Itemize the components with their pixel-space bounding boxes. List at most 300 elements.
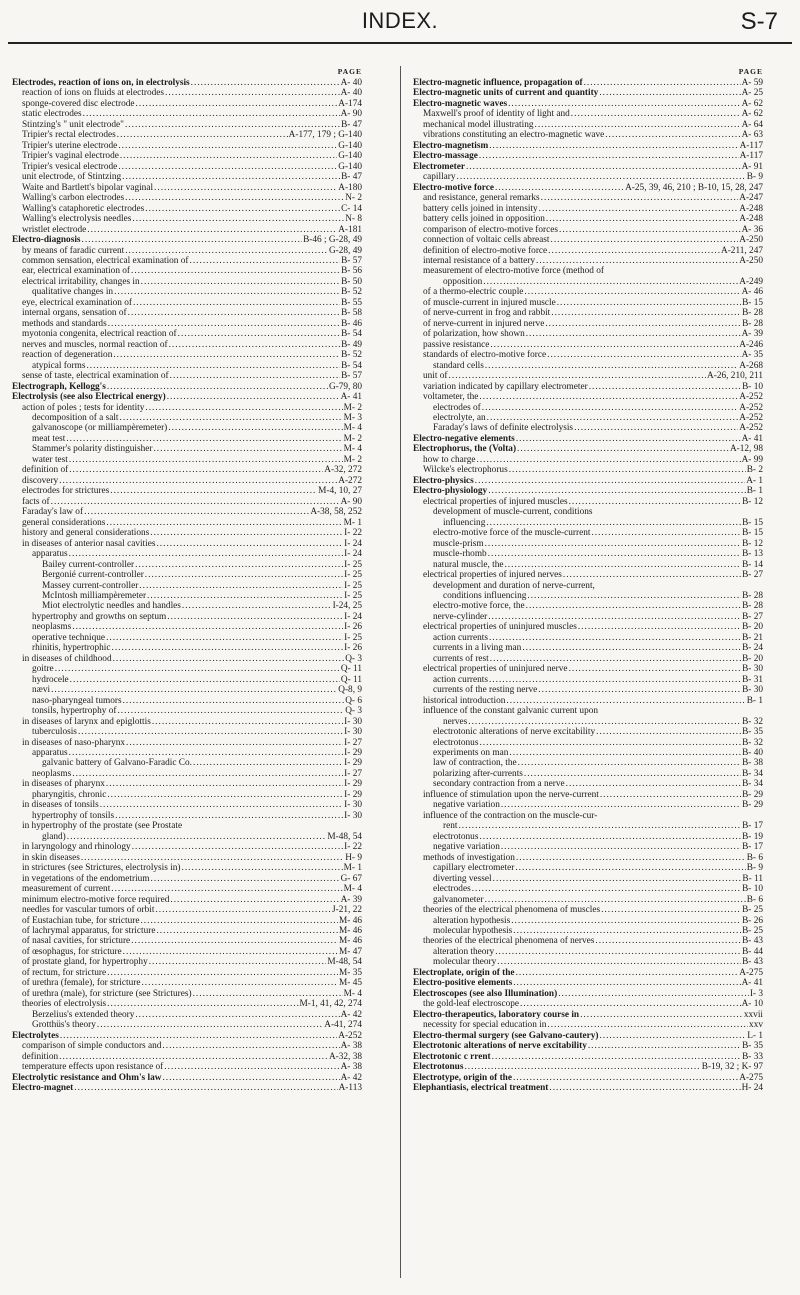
entry-term: in diseases of childhood <box>22 653 112 664</box>
entry-page-ref: B- 1 <box>746 695 763 706</box>
entry-page-ref: B- 30 <box>742 664 763 675</box>
entry-term: electro-motive force of the muscle-current <box>433 528 591 539</box>
index-entry <box>12 246 362 256</box>
entry-term: eye, electrical examination of <box>22 297 132 308</box>
entry-term: neoplasms <box>32 622 72 633</box>
index-entry <box>12 633 362 643</box>
index-entry <box>12 277 362 287</box>
index-entry <box>413 214 763 224</box>
entry-term: of Eustachian tube, for stricture <box>22 915 140 926</box>
dot-leader <box>178 329 340 339</box>
index-entry <box>12 518 362 528</box>
dot-leader <box>472 884 741 894</box>
dot-leader <box>509 748 741 758</box>
dot-leader <box>546 214 738 224</box>
entry-term: electrotonus <box>433 831 479 842</box>
entry-term: hypertrophy of tonsils <box>32 810 115 821</box>
dot-leader <box>493 874 742 884</box>
entry-term: sense of taste, electrical examination of <box>22 371 169 382</box>
entry-page-ref: B- 34 <box>742 779 763 790</box>
entry-term: experiments on man <box>433 748 509 758</box>
entry-page-ref: G-28, 49 <box>328 245 362 256</box>
dot-leader <box>69 465 323 475</box>
index-entry <box>413 643 763 653</box>
entry-term: of muscle-current in injured muscle <box>423 297 556 308</box>
entry-term: Electro-physics <box>413 475 474 486</box>
entry-term: definition of electro-motive force <box>423 245 548 256</box>
entry-page-ref: M-48, 54 <box>327 831 362 842</box>
dot-leader <box>108 319 340 329</box>
entry-page-ref: M-1, 41, 42, 274 <box>299 999 362 1010</box>
dot-leader <box>489 141 738 151</box>
entry-term: Massey current-controller <box>42 580 139 591</box>
entry-page-ref: B-46 ; G-28, 49 <box>303 235 362 246</box>
index-entry <box>413 99 763 109</box>
dot-leader <box>190 256 341 266</box>
dot-leader <box>150 528 343 538</box>
dot-leader <box>599 1031 746 1041</box>
entry-term: voltameter, the <box>423 392 479 403</box>
entry-page-ref: I- 30 <box>344 727 362 738</box>
entry-term: molecular hypothesis <box>433 925 513 936</box>
entry-term: by means of faradic current <box>22 245 125 256</box>
entry-page-ref: H- 9 <box>345 852 362 863</box>
index-entry <box>12 821 362 831</box>
entry-page-ref: B- 10 <box>742 381 763 392</box>
dot-leader <box>482 403 738 413</box>
index-entry <box>12 455 362 465</box>
entry-term: development and duration of nerve-current, <box>433 580 595 591</box>
dot-leader <box>547 350 740 360</box>
dot-leader <box>74 1083 337 1093</box>
entry-page-ref: B- 34 <box>742 768 763 779</box>
index-entry <box>12 266 362 276</box>
entry-page-ref: A- 41 <box>741 978 763 989</box>
dot-leader <box>60 1031 337 1041</box>
index-entry <box>413 151 763 161</box>
dot-leader <box>492 1052 741 1062</box>
entry-term: galvanometer <box>433 894 484 905</box>
entry-page-ref: B- 12 <box>742 496 763 507</box>
index-entry <box>413 476 763 486</box>
entry-page-ref: B- 52 <box>341 350 362 361</box>
entry-term: of œsophagus, for stricture <box>22 946 122 957</box>
index-entry <box>12 256 362 266</box>
entry-page-ref: A- 90 <box>340 109 362 120</box>
index-entry <box>12 109 362 119</box>
entry-term: nerves <box>443 716 468 727</box>
entry-term: polarizing after-currents <box>433 768 523 779</box>
index-entry <box>413 821 763 831</box>
entry-term: minimum electro-motive force required <box>22 894 170 905</box>
index-entry <box>12 758 362 768</box>
entry-page-ref: I- 25 <box>344 632 362 643</box>
dot-leader <box>107 968 338 978</box>
entry-term: Electro-magnetic waves <box>413 98 508 109</box>
dot-leader <box>605 130 740 140</box>
entry-page-ref: B- 15 <box>742 297 763 308</box>
dot-leader <box>123 947 338 957</box>
index-entry <box>12 1020 362 1030</box>
dot-leader <box>547 1020 748 1030</box>
index-entry <box>413 130 763 140</box>
entry-page-ref: B- 55 <box>341 297 362 308</box>
index-entry <box>12 350 362 360</box>
dot-leader <box>466 162 741 172</box>
dot-leader <box>551 308 741 318</box>
entry-term: Electro-magnetism <box>413 140 489 151</box>
entry-term: electrical irritability, changes in <box>22 276 140 287</box>
entry-page-ref: B- 43 <box>742 936 763 947</box>
entry-term: Electro-magnetic units of current and quantity <box>413 88 599 99</box>
entry-term: and resistance, general remarks <box>423 193 540 204</box>
entry-page-ref: G-140 <box>338 161 362 172</box>
entry-page-ref: A-275 <box>739 967 763 978</box>
entry-page-ref: B- 17 <box>742 821 763 832</box>
dot-leader <box>182 601 332 611</box>
entry-page-ref: I- 29 <box>344 779 362 790</box>
dot-leader <box>118 162 337 172</box>
entry-page-ref: H- 24 <box>741 1083 763 1093</box>
entry-term: naso-pharyngeal tumors <box>32 695 122 706</box>
index-entry <box>12 1010 362 1020</box>
entry-term: McIntosh milliampèremeter <box>42 590 147 601</box>
dot-leader <box>110 486 317 496</box>
entry-term: needles for vascular tumors of orbit <box>22 905 155 916</box>
entry-page-ref: B- 28 <box>742 590 763 601</box>
dot-leader <box>145 403 342 413</box>
dot-leader <box>107 999 298 1009</box>
entry-term: natural muscle, the <box>433 559 504 570</box>
entry-page-ref: J-21, 22 <box>332 905 362 916</box>
index-entry <box>413 591 763 601</box>
dot-leader <box>588 1041 741 1051</box>
entry-page-ref: A- 25 <box>741 88 763 99</box>
dot-leader <box>133 298 340 308</box>
dot-leader <box>78 727 343 737</box>
index-entry <box>12 601 362 611</box>
entry-page-ref: G-79, 80 <box>328 381 362 392</box>
entry-page-ref: M- 35 <box>339 967 362 978</box>
index-entry <box>413 717 763 727</box>
index-entry <box>413 936 763 946</box>
dot-leader <box>504 560 741 570</box>
entry-term: Electrolytes <box>12 1030 59 1041</box>
dot-leader <box>106 633 343 643</box>
entry-term: currents of the resting nerve <box>433 685 538 696</box>
index-entry <box>12 748 362 758</box>
dot-leader <box>578 622 741 632</box>
entry-page-ref: M- 3 <box>343 413 362 423</box>
index-entry <box>413 413 763 423</box>
index-entry <box>413 497 763 507</box>
index-entry <box>12 591 362 601</box>
index-entry <box>12 1083 362 1093</box>
index-entry <box>413 895 763 905</box>
dot-leader <box>87 225 337 235</box>
dot-leader <box>485 539 741 549</box>
index-entry <box>413 319 763 329</box>
entry-page-ref: A- 62 <box>741 98 763 109</box>
index-entry <box>413 162 763 172</box>
dot-leader <box>468 717 741 727</box>
entry-page-ref: B- 57 <box>341 255 362 266</box>
dot-leader <box>107 790 343 800</box>
index-entry <box>413 622 763 632</box>
index-entry <box>413 863 763 873</box>
entry-page-ref: M- 4 <box>343 988 362 999</box>
dot-leader <box>72 622 343 632</box>
dot-leader <box>131 936 338 946</box>
entry-page-ref: A-246 <box>739 339 763 350</box>
entry-term: in laryngology and rhinology <box>22 842 131 853</box>
index-entry <box>12 99 362 109</box>
index-entry <box>12 916 362 926</box>
index-entry <box>413 978 763 988</box>
index-entry <box>413 235 763 245</box>
index-entry <box>413 298 763 308</box>
entry-page-ref: B- 54 <box>341 360 362 371</box>
index-entry <box>12 403 362 413</box>
dot-leader <box>506 696 745 706</box>
index-entry <box>413 382 763 392</box>
entry-page-ref: I- 22 <box>344 842 362 853</box>
entry-term: Electro-physiology <box>413 486 488 497</box>
entry-term: reaction of degeneration <box>22 350 113 361</box>
dot-leader <box>513 978 740 988</box>
index-entry <box>12 465 362 475</box>
entry-page-ref: I- 25 <box>344 559 362 570</box>
index-entry <box>413 905 763 915</box>
entry-page-ref: Q- 6 <box>345 695 362 706</box>
index-entry <box>12 497 362 507</box>
dot-leader <box>458 821 741 831</box>
entry-page-ref: A- 91 <box>741 161 763 172</box>
index-entry <box>413 1020 763 1030</box>
index-entry <box>12 570 362 580</box>
dot-leader <box>599 88 740 98</box>
dot-leader <box>132 214 344 224</box>
entry-term: Electro-magnet <box>12 1083 74 1093</box>
page-number: S-7 <box>740 8 778 35</box>
entry-term: galvanic battery of Galvano-Faradic Co. <box>42 758 192 769</box>
entry-page-ref: xxvii <box>743 1009 763 1020</box>
entry-page-ref: B- 26 <box>742 915 763 926</box>
entry-page-ref: xxv <box>749 1020 763 1031</box>
index-entry <box>12 120 362 130</box>
entry-term: negative variation <box>433 800 500 811</box>
entry-term: secondary contraction from a nerve <box>433 779 565 790</box>
entry-page-ref: M-4, 10, 27 <box>318 486 362 497</box>
entry-page-ref: M- 2 <box>343 433 362 444</box>
dot-leader <box>548 246 720 256</box>
dot-leader <box>145 570 343 580</box>
entry-term: reaction of ions on fluids at electrodes <box>22 88 164 99</box>
dot-leader <box>539 204 739 214</box>
entry-term: neoplasms <box>32 768 72 779</box>
dot-leader <box>580 1010 743 1020</box>
entry-page-ref: Q- 3 <box>345 653 362 664</box>
entry-term: battery cells joined in opposition <box>423 214 545 225</box>
entry-page-ref: A-249 <box>739 276 763 287</box>
index-entry <box>12 696 362 706</box>
dot-leader <box>84 507 309 517</box>
index-entry <box>413 88 763 98</box>
entry-term: electrolyte, an <box>433 413 486 423</box>
entry-term: meat test <box>32 433 66 444</box>
dot-leader <box>128 308 340 318</box>
entry-term: gland) <box>42 831 66 842</box>
index-entry <box>413 1083 763 1093</box>
entry-page-ref: A-250 <box>739 255 763 266</box>
entry-term: alteration theory <box>433 946 495 957</box>
index-entry <box>413 507 763 517</box>
index-entry <box>413 664 763 674</box>
entry-term: comparison of electro-motive forces <box>423 224 559 235</box>
dot-leader <box>511 916 741 926</box>
column-divider <box>400 66 401 1278</box>
index-entry <box>413 706 763 716</box>
index-entry <box>413 434 763 444</box>
dot-leader <box>162 1073 339 1083</box>
entry-page-ref: B- 33 <box>742 1051 763 1062</box>
index-entry <box>12 999 362 1009</box>
index-entry <box>413 539 763 549</box>
index-entry <box>413 340 763 350</box>
entry-page-ref: A- 10 <box>741 999 763 1010</box>
index-entry <box>413 308 763 318</box>
index-entry <box>12 978 362 988</box>
dot-leader <box>526 329 741 339</box>
index-entry <box>413 528 763 538</box>
index-entry <box>413 287 763 297</box>
dot-leader <box>520 999 741 1009</box>
entry-page-ref: B- 54 <box>341 329 362 340</box>
entry-page-ref: B- 25 <box>742 925 763 936</box>
entry-page-ref: B- 20 <box>742 653 763 664</box>
entry-page-ref: M- 1 <box>343 517 362 528</box>
index-entry <box>413 738 763 748</box>
entry-page-ref: B- 25 <box>742 905 763 916</box>
index-entry <box>413 926 763 936</box>
dot-leader <box>149 957 327 967</box>
entry-page-ref: I- 25 <box>344 590 362 601</box>
index-entry-list <box>413 78 763 1093</box>
entry-page-ref: M- 4 <box>343 423 362 434</box>
dot-leader <box>526 601 741 611</box>
dot-leader <box>120 151 337 161</box>
dot-leader <box>111 884 342 894</box>
entry-page-ref: B- 6 <box>746 894 763 905</box>
dot-leader <box>156 539 343 549</box>
dot-leader <box>113 350 340 360</box>
entry-page-ref: B- 19 <box>742 831 763 842</box>
dot-leader <box>591 528 741 538</box>
index-entry <box>12 968 362 978</box>
entry-term: Miot electrolytic needles and handles <box>42 601 181 612</box>
entry-page-ref: B- 35 <box>742 727 763 738</box>
index-entry <box>413 989 763 999</box>
dot-leader <box>490 654 741 664</box>
index-entry <box>413 654 763 664</box>
entry-term: necessity for special education in <box>423 1020 547 1031</box>
entry-page-ref: M- 47 <box>339 946 362 957</box>
dot-leader <box>55 664 340 674</box>
entry-page-ref: G-140 <box>338 140 362 151</box>
entry-term: muscle-prism <box>433 538 484 549</box>
entry-term: in diseases of naso-pharynx <box>22 737 126 748</box>
entry-term: Walling's cataphoretic electrodes <box>22 203 145 214</box>
entry-term: qualitative changes in <box>32 287 114 298</box>
index-entry <box>413 1010 763 1020</box>
entry-term: electrotonic alterations of nerve excitability <box>433 727 596 738</box>
dot-leader <box>168 423 342 433</box>
entry-page-ref: A-275 <box>739 1072 763 1083</box>
dot-leader <box>488 612 741 622</box>
entry-page-ref: M- 2 <box>343 402 362 413</box>
index-entry <box>12 664 362 674</box>
entry-page-ref: B- 24 <box>742 643 763 654</box>
entry-page-ref: I- 29 <box>344 758 362 769</box>
dot-leader <box>106 779 343 789</box>
entry-page-ref: B- 27 <box>742 611 763 622</box>
dot-leader <box>69 549 344 559</box>
index-entry <box>413 853 763 863</box>
index-column-right <box>413 66 763 1093</box>
entry-page-ref: B- 15 <box>742 517 763 528</box>
entry-page-ref: B- 28 <box>742 308 763 319</box>
index-entry <box>413 78 763 88</box>
dot-leader <box>167 612 343 622</box>
dot-leader <box>51 685 337 695</box>
entry-page-ref: C- 14 <box>341 203 362 214</box>
entry-term: Electrodes, reaction of ions on, in electrolysis <box>12 78 190 88</box>
entry-page-ref: B- 38 <box>742 758 763 769</box>
dot-leader <box>524 287 740 297</box>
entry-page-ref: A-117 <box>739 151 763 162</box>
dot-leader <box>485 361 738 371</box>
dot-leader <box>595 936 741 946</box>
index-entry <box>12 298 362 308</box>
entry-term: capillary electrometer <box>433 863 515 874</box>
entry-page-ref: B- 21 <box>742 632 763 643</box>
entry-term: capillary <box>423 172 456 183</box>
index-entry <box>12 863 362 873</box>
page-header <box>0 8 800 38</box>
dot-leader <box>182 863 343 873</box>
dot-leader <box>508 99 741 109</box>
dot-leader <box>136 99 338 109</box>
dot-leader <box>135 1010 339 1020</box>
header-rule <box>8 42 792 44</box>
dot-leader <box>589 382 741 392</box>
entry-term: electrical properties of injured muscles <box>423 496 568 507</box>
entry-term: tonsils, hypertrophy of <box>32 706 117 717</box>
index-entry <box>12 895 362 905</box>
dot-leader <box>59 1052 328 1062</box>
dot-leader <box>515 863 745 873</box>
index-entry <box>12 643 362 653</box>
entry-page-ref: A- 35 <box>741 350 763 361</box>
index-entry <box>12 434 362 444</box>
index-entry <box>12 727 362 737</box>
dot-leader <box>113 654 345 664</box>
column-heading: PAGE <box>738 67 763 76</box>
index-entry <box>12 1041 362 1051</box>
dot-leader <box>170 371 340 381</box>
index-entry <box>413 800 763 810</box>
entry-page-ref: A-32, 272 <box>324 465 362 476</box>
